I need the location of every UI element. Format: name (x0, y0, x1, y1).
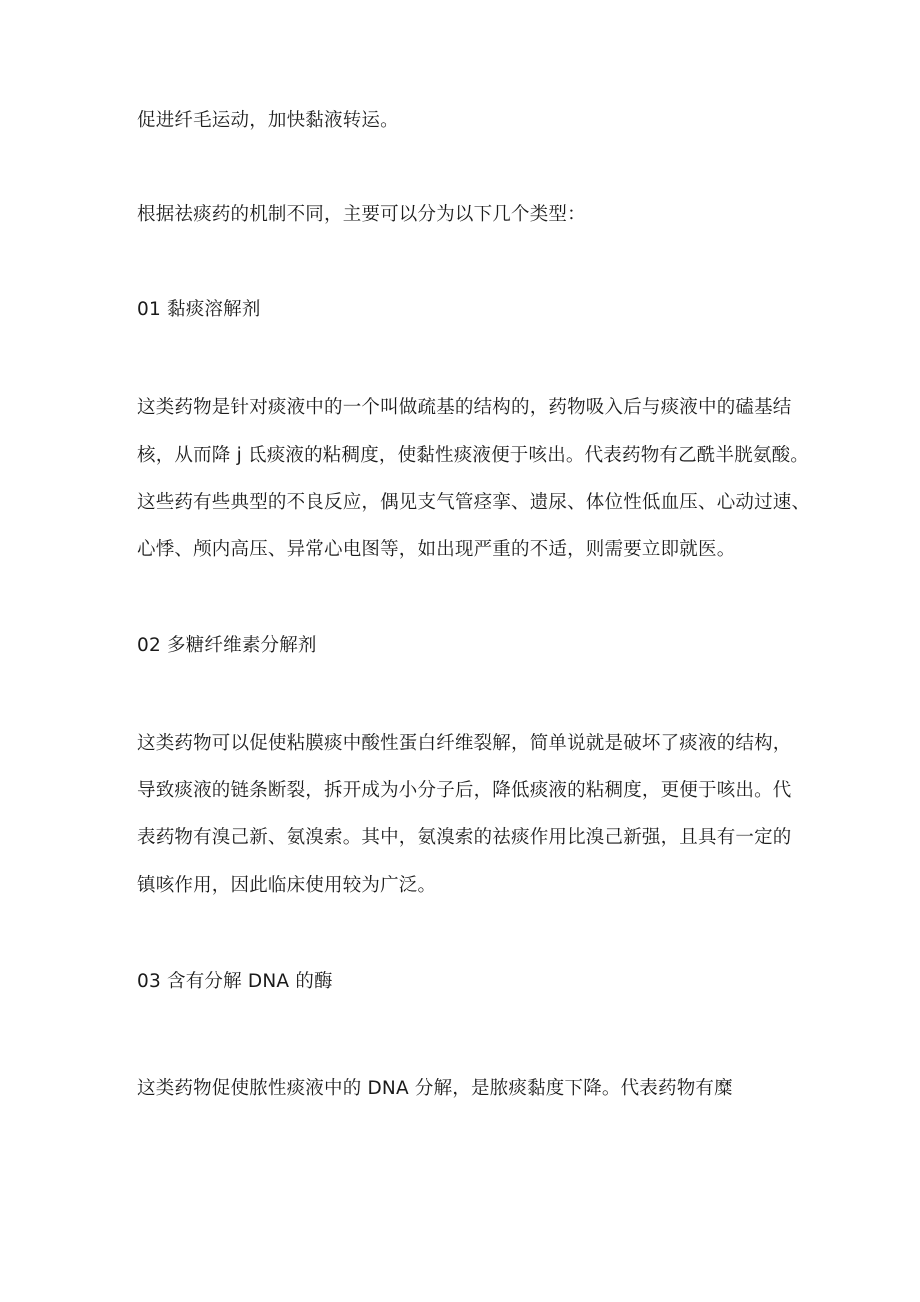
paragraph-line: 导致痰液的链条断裂，拆开成为小分子后，降低痰液的粘稠度，更便于咳出。代 (137, 780, 792, 801)
paragraph-line: 镇咳作用，因此临床使用较为广泛。 (137, 875, 437, 896)
intro-paragraph-line: 根据祛痰药的机制不同，主要可以分为以下几个类型： (137, 204, 586, 225)
paragraph-line: 这类药物可以促使粘膜痰中酸性蛋白纤维裂解，简单说就是破坏了痰液的结构， (137, 733, 792, 754)
paragraph-line: 表药物有溴己新、氨溴索。其中，氨溴索的祛痰作用比溴己新强，且具有一定的 (137, 827, 792, 848)
paragraph-line: 这些药有些典型的不良反应，偶见支气管痉挛、遗尿、体位性低血压、心动过速、 (137, 492, 811, 513)
paragraph-line: 这类药物是针对痰液中的一个叫做疏基的结构的，药物吸入后与痰液中的磕基结 (137, 397, 792, 418)
paragraph-line: 心悸、颅内高压、异常心电图等，如出现严重的不适，则需要立即就医。 (137, 539, 736, 560)
intro-paragraph-line: 促进纤毛运动，加快黏液转运。 (137, 110, 399, 131)
section-heading: 03 含有分解 DNA 的酶 (137, 971, 333, 992)
paragraph-line: 这类药物促使脓性痰液中的 DNA 分解，是脓痰黏度下降。代表药物有糜 (137, 1078, 733, 1099)
paragraph-line: 核，从而降 j 氐痰液的粘稠度，使黏性痰液便于咳出。代表药物有乙酰半胱氨酸。 (137, 445, 810, 466)
section-heading: 02 多糖纤维素分解剂 (137, 635, 317, 656)
section-heading: 01 黏痰溶解剂 (137, 299, 261, 320)
